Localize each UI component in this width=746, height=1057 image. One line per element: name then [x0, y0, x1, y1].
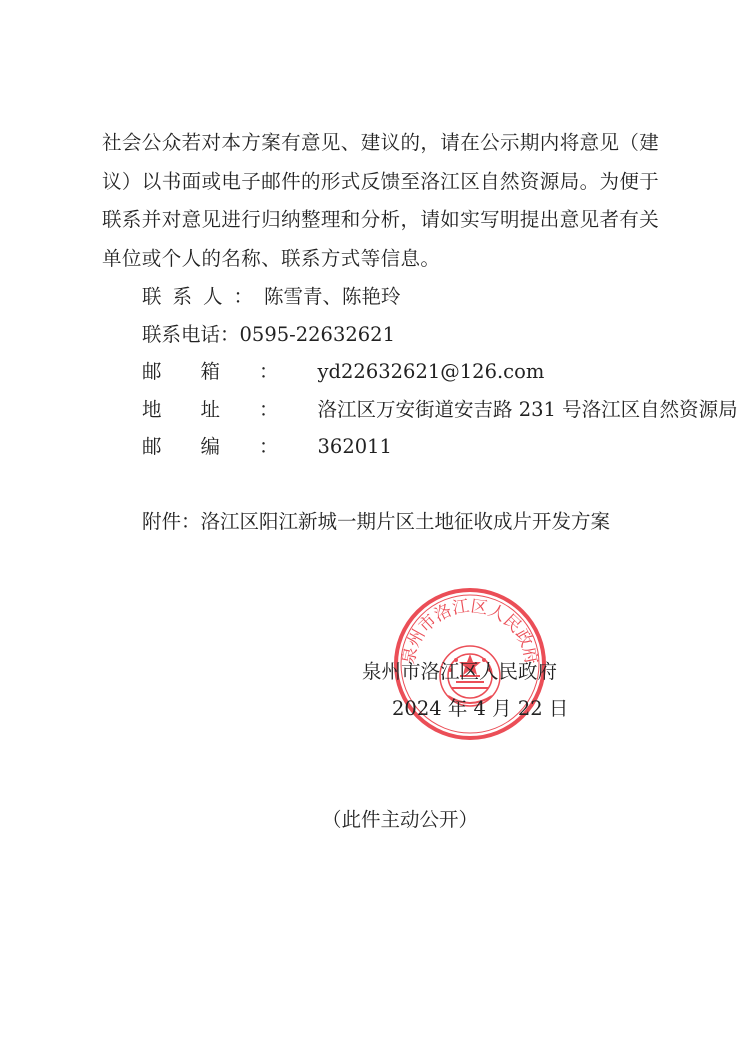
signature-organization: 泉州市洛江区人民政府 [362, 660, 558, 683]
contact-postcode-label: 邮编： [142, 435, 318, 458]
contact-person-value: 陈雪青、陈艳玲 [264, 285, 401, 308]
contact-postcode-row [142, 431, 392, 459]
disclosure-notice: （此件主动公开） [322, 808, 479, 831]
body-paragraph [102, 124, 662, 278]
body-line: 社会公众若对本方案有意见、建议的，请在公示期内将意见（建 [102, 131, 660, 154]
contact-phone-value: 0595-22632621 [239, 323, 395, 346]
body-line: 单位或个人的名称、联系方式等信息。 [102, 246, 441, 270]
body-line: 议）以书面或电子邮件的形式反馈至洛江区自然资源局。为便于 [102, 169, 660, 193]
contact-address-label: 地址： [142, 398, 318, 421]
contact-address-row [142, 394, 738, 422]
seal-text: 泉州市洛江区人民政府 [398, 596, 542, 667]
body-line: 联系并对意见进行归纳整理和分析，请如实写明提出意见者有关 [102, 208, 660, 231]
contact-address-value: 洛江区万安街道安吉路 231 号洛江区自然资源局 [317, 398, 738, 421]
attachment-line: 附件：洛江区阳江新城一期片区土地征收成片开发方案 [142, 510, 611, 533]
contact-person-label: 联系人： [142, 285, 265, 308]
contact-person-row [142, 281, 401, 309]
contact-postcode-value: 362011 [317, 435, 392, 458]
contact-email-row [142, 356, 544, 384]
contact-phone-row [142, 319, 395, 347]
contact-phone-label: 联系电话： [142, 323, 240, 346]
contact-email-value: yd22632621@126.com [317, 360, 545, 383]
signature-date: 2024 年 4 月 22 日 [392, 697, 569, 720]
contact-email-label: 邮箱： [142, 360, 318, 383]
